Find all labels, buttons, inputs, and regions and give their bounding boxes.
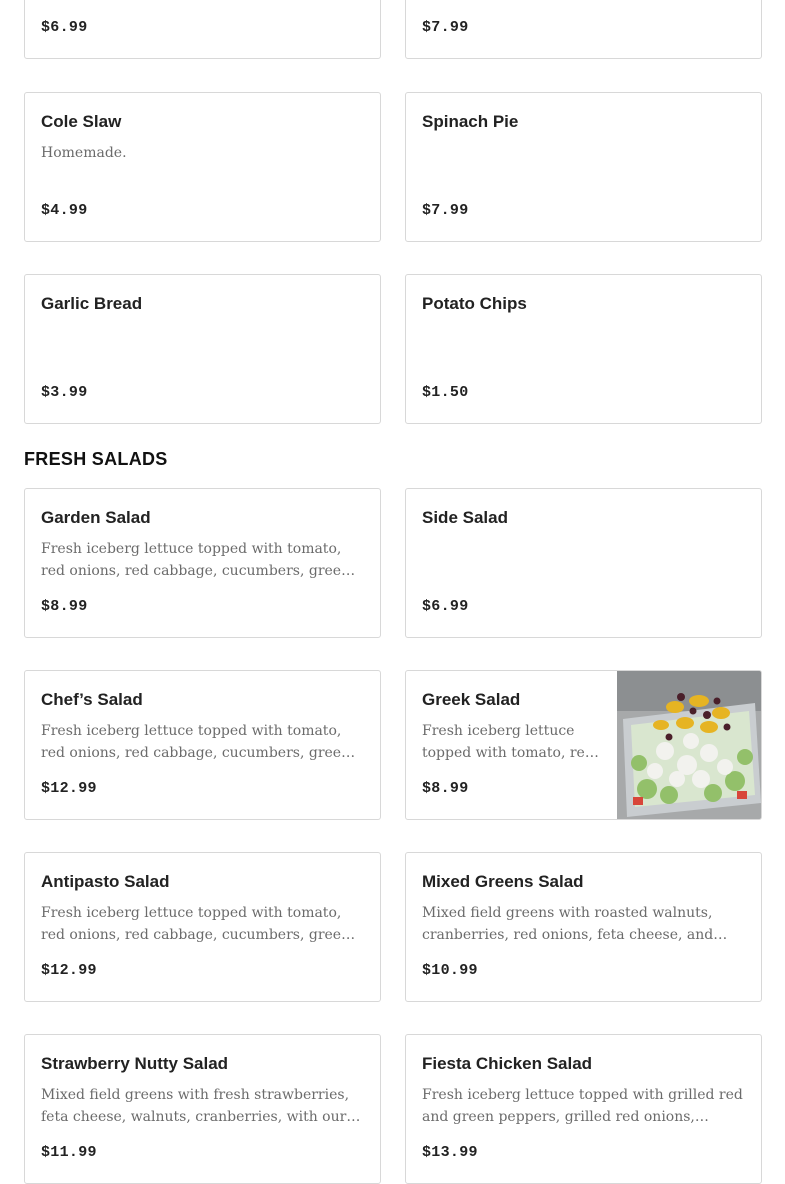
item-price: $1.50 (422, 384, 469, 401)
item-name: Mixed Greens Salad (422, 872, 584, 891)
item-price: $12.99 (41, 780, 97, 797)
item-name: Cole Slaw (41, 112, 122, 131)
item-description: Fresh iceberg lettuce topped with tomato, red onions, red cabbage, cucumbers, green (41, 541, 351, 579)
item-name: Spinach Pie (422, 112, 519, 131)
item-price: $12.99 (41, 962, 97, 979)
menu-item-spinach-pie[interactable] (405, 92, 762, 242)
greek-salad-illustration (617, 671, 761, 819)
item-name: Garden Salad (41, 508, 151, 527)
item-description: Fresh iceberg lettuce topped with grilled red and green peppers, grilled red onions, (422, 1087, 743, 1125)
menu-item-side-salad[interactable] (405, 488, 762, 638)
item-price: $6.99 (422, 598, 469, 615)
menu-item-potato-chips[interactable] (405, 274, 762, 424)
item-price: $11.99 (41, 1144, 97, 1161)
menu-item-strawberry-nutty-salad[interactable] (24, 1034, 381, 1184)
menu-item-chefs-salad[interactable] (24, 670, 381, 820)
item-name: Potato Chips (422, 294, 527, 313)
item-price: $6.99 (41, 19, 88, 36)
menu-item-mixed-greens-salad[interactable] (405, 852, 762, 1002)
item-name: Chef’s Salad (41, 690, 143, 709)
item-price: $8.99 (422, 780, 469, 797)
item-name: Fiesta Chicken Salad (422, 1054, 593, 1073)
item-price: $7.99 (422, 19, 469, 36)
menu-item-card[interactable] (405, 0, 762, 59)
item-name: Garlic Bread (41, 294, 143, 313)
item-description: Fresh iceberg lettuce topped with tomato, red onions, red cabbage, cucumbers, green (41, 723, 351, 761)
item-description: Mixed field greens with fresh strawberries, feta cheese, walnuts, cranberries, with our (41, 1087, 350, 1125)
item-price: $8.99 (41, 598, 88, 615)
item-name: Strawberry Nutty Salad (41, 1054, 229, 1073)
section-title-fresh-salads: FRESH SALADS (24, 449, 168, 469)
item-description: Fresh iceberg lettuce topped with tomato, red onions, red cabbage, cucumbers, green (41, 905, 351, 943)
item-price: $7.99 (422, 202, 469, 219)
menu-item-cole-slaw[interactable] (24, 92, 381, 242)
item-name: Side Salad (422, 508, 508, 527)
menu-item-greek-salad[interactable] (405, 670, 762, 820)
greek-salad-photo (617, 671, 761, 819)
menu-item-antipasto-salad[interactable] (24, 852, 381, 1002)
item-price: $3.99 (41, 384, 88, 401)
menu-item-card[interactable] (24, 0, 381, 59)
item-price: $4.99 (41, 202, 88, 219)
menu-item-garlic-bread[interactable] (24, 274, 381, 424)
item-description: Homemade. (41, 145, 127, 161)
menu-item-garden-salad[interactable] (24, 488, 381, 638)
item-name: Antipasto Salad (41, 872, 170, 891)
item-description: Mixed field greens with roasted walnuts, cranberries, red onions, feta cheese, and (422, 905, 714, 943)
item-price: $13.99 (422, 1144, 478, 1161)
item-price: $10.99 (422, 962, 478, 979)
menu-item-fiesta-chicken-salad[interactable] (405, 1034, 762, 1184)
item-description: Fresh iceberg lettuce topped with tomato, red (422, 723, 594, 761)
item-name: Greek Salad (422, 690, 521, 709)
